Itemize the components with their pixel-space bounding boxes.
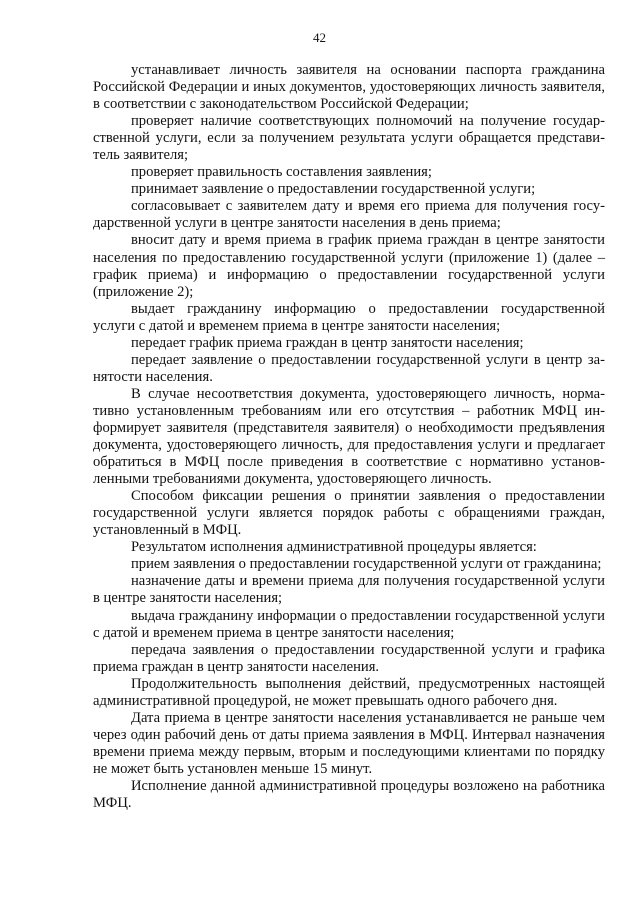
paragraph: проверяет наличие соответствующих полномочий на получение государственной услуги, если за получением результата услуги обращается представитель заявителя;	[93, 113, 605, 164]
paragraph: Дата приема в центре занятости населения устанавливается не раньше чем через один рабочий день от даты приема заявления в МФЦ. Интервал назначения времени приема между первым, вторым и последующими клиентами по порядку не может быть установлен меньше 15 минут.	[93, 709, 605, 777]
paragraph: Способом фиксации решения о принятии заявления о предоставлении государственной услуги является порядок работы с обращениями граждан, установленный в МФЦ.	[93, 488, 605, 539]
paragraph: устанавливает личность заявителя на основании паспорта гражданина Российской Федерации и иных документов, удостоверяющих личность заявителя, в соответствии с законодательством Российской Федерации;	[93, 62, 605, 113]
paragraph: выдает гражданину информацию о предоставлении государственной услуги с датой и временем приема в центре занятости населения;	[93, 300, 605, 334]
body-text	[93, 62, 605, 812]
paragraph: согласовывает с заявителем дату и время его приема для получения государственной услуги в центре занятости населения в день приема;	[93, 198, 605, 232]
paragraph: Результатом исполнения административной процедуры является:	[131, 539, 537, 556]
paragraph: Исполнение данной административной процедуры возложено на работника МФЦ.	[93, 777, 605, 812]
paragraph: прием заявления о предоставлении государственной услуги от гражданина;	[131, 556, 602, 573]
paragraph: передает заявление о предоставлении государственной услуги в центр занятости населения.	[93, 351, 605, 385]
paragraph: назначение даты и времени приема для получения государственной услуги в центре занятости населения;	[93, 573, 605, 607]
page-number: 42	[313, 30, 326, 45]
paragraph: проверяет правильность составления заявления;	[131, 164, 432, 181]
paragraph: Продолжительность выполнения действий, предусмотренных настоящей административной процедурой, не может превышать одного рабочего дня.	[93, 675, 605, 709]
paragraph: принимает заявление о предоставлении государственной услуги;	[131, 181, 536, 198]
paragraph: выдача гражданину информации о предоставлении государственной услуги с датой и временем приема в центре занятости населения;	[93, 607, 605, 641]
paragraph: вносит дату и время приема в график приема граждан в центре занятости населения по предоставлению государственной услуги (приложение 1) (далее – график приема) и информацию о предоставлении государственной услуги (приложение 2);	[93, 232, 605, 300]
paragraph: передает график приема граждан в центр занятости населения;	[131, 334, 524, 351]
paragraph: В случае несоответствия документа, удостоверяющего личность, нормативно установленным требованиям или его отсутствия – работник МФЦ информирует заявителя (представителя заявителя) о необходимости предъявления документа, удостоверяющего личность, для предоставления услуги и предлагает обратиться в МФЦ после приведения в соответствие с нормативно установленными требованиями документа, удостоверяющего личность.	[93, 385, 605, 488]
paragraph: передача заявления о предоставлении государственной услуги и графика приема граждан в центр занятости населения.	[93, 641, 605, 675]
